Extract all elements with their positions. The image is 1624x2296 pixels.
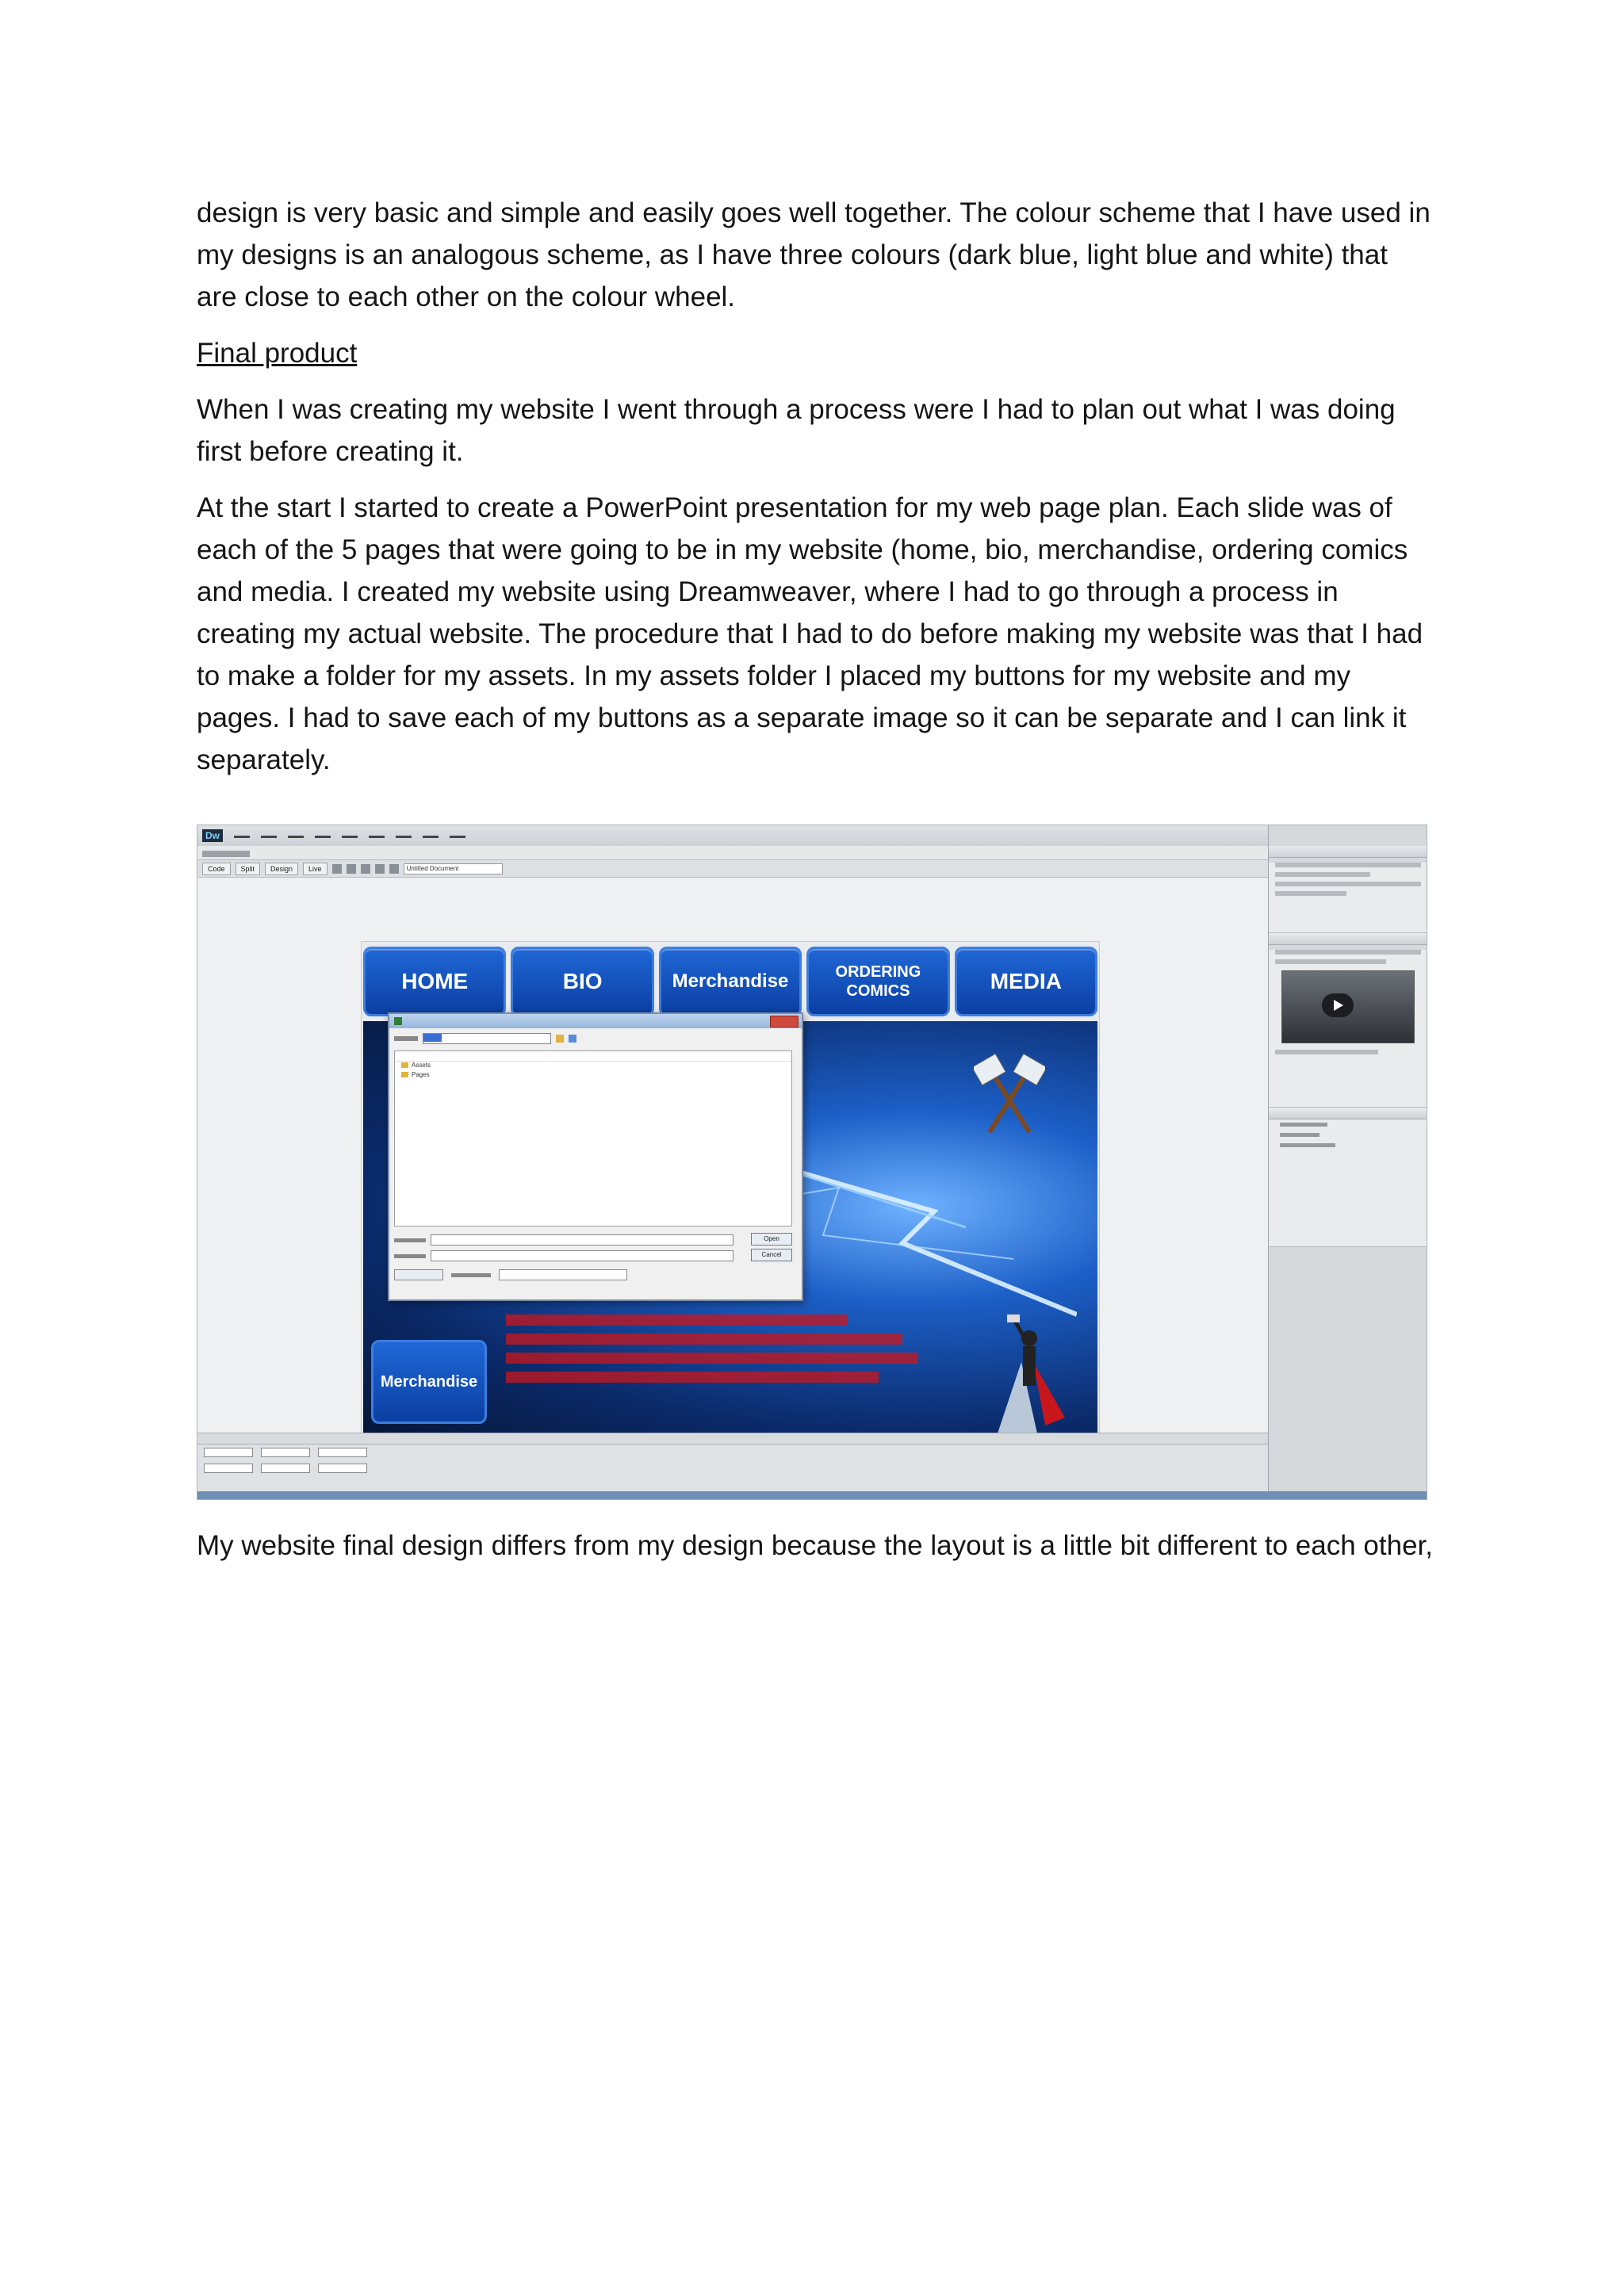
nav-home-button[interactable]: HOME	[363, 947, 506, 1016]
dialog-icon	[394, 1017, 402, 1025]
business-catalyst-panel	[1269, 950, 1427, 1108]
menu-item[interactable]: ▬▬	[315, 831, 331, 840]
nav-ordering-comics-button[interactable]: ORDERING COMICS	[806, 947, 949, 1016]
right-panels	[1268, 825, 1427, 1499]
file-type-label	[394, 1254, 426, 1258]
encoding-label	[451, 1273, 491, 1277]
site-navbar	[363, 947, 1097, 1016]
menu-item[interactable]: ▬▬	[234, 831, 250, 840]
tree-item[interactable]	[1269, 1130, 1427, 1140]
paragraph-process: When I was creating my website I went through a process were I had to plan out what I was doing first before creating it.	[197, 394, 1396, 467]
menu-item[interactable]: ▬▬	[261, 831, 277, 840]
view-menu-icon[interactable]	[569, 1035, 576, 1043]
cancel-button[interactable]: Cancel	[751, 1249, 792, 1261]
file-name-label	[394, 1238, 426, 1242]
close-icon[interactable]	[770, 1016, 799, 1027]
status-bar	[197, 1433, 1268, 1445]
folder-icon	[401, 1062, 408, 1068]
format-select[interactable]	[204, 1448, 253, 1457]
tool-icon[interactable]	[375, 864, 385, 874]
properties-row	[197, 1445, 1268, 1460]
document-title-field[interactable]: Untitled Document	[404, 863, 503, 874]
look-in-label	[394, 1036, 418, 1041]
folder-icon	[401, 1072, 408, 1077]
dreamweaver-logo: Dw	[202, 829, 223, 842]
video-thumbnail[interactable]	[1281, 970, 1415, 1043]
folder-name: Pages	[412, 1071, 430, 1078]
tree-item[interactable]	[1269, 1119, 1427, 1130]
target-select[interactable]	[318, 1464, 367, 1473]
nav-media-button[interactable]: MEDIA	[955, 947, 1097, 1016]
nav-merchandise-button[interactable]: Merchandise	[659, 947, 802, 1016]
class-select[interactable]	[261, 1448, 310, 1457]
look-in-value	[423, 1034, 442, 1042]
menu-item[interactable]: ▬▬	[369, 831, 385, 840]
design-canvas	[197, 878, 1268, 1433]
hammer-icon	[974, 1053, 1045, 1140]
paragraph-colour-scheme: design is very basic and simple and easily goes well together. The colour scheme that I have used in my designs is an analogous scheme, as I have three colours (dark blue, light blue and white) that are close to each other on the colour wheel.	[197, 197, 1431, 312]
menu-item[interactable]: ▬▬	[288, 831, 304, 840]
section-heading: Final product	[197, 338, 358, 369]
open-file-dialog	[388, 1012, 803, 1301]
dialog-options-row	[394, 1269, 627, 1280]
files-panel	[1269, 1119, 1427, 1247]
paragraph-procedure: At the start I started to create a PowerPoint presentation for my web page plan. Each slide was of each of the 5 pages that were going to be in my website (home, bio, merchandise, ordering comics and media. I created my website using Dreamweaver, where I had to go through a process in creating my actual website. The procedure that I had to do before making my website was that I had to make a folder for my assets. In my assets folder I placed my buttons for my website and my pages. I had to save each of my buttons as a separate image so it can be separate and I can link it separately.	[197, 492, 1423, 775]
file-list-header	[395, 1051, 791, 1062]
site-root-button[interactable]	[394, 1269, 443, 1280]
taskbar	[197, 1491, 1427, 1499]
file-type-row	[394, 1250, 733, 1261]
link-field[interactable]	[318, 1448, 367, 1457]
id-select[interactable]	[204, 1464, 253, 1473]
nav-bio-button[interactable]: BIO	[511, 947, 653, 1016]
folder-name: Assets	[412, 1062, 431, 1069]
document-toolbar	[197, 860, 1268, 878]
size-select[interactable]	[261, 1464, 310, 1473]
paragraph-final-design: My website final design differs from my design because the layout is a little bit different to each other,	[197, 1530, 1433, 1561]
list-item[interactable]	[395, 1062, 791, 1071]
tree-item[interactable]	[1269, 1140, 1427, 1150]
menu-item[interactable]: ▬▬	[450, 831, 465, 840]
document-tab[interactable]	[202, 851, 250, 857]
panel-header[interactable]	[1269, 846, 1427, 858]
play-icon[interactable]	[1322, 993, 1354, 1017]
tool-icon[interactable]	[347, 864, 356, 874]
tool-icon[interactable]	[389, 864, 399, 874]
tool-icon[interactable]	[332, 864, 342, 874]
file-name-row	[394, 1234, 733, 1246]
panel-header[interactable]	[1269, 933, 1427, 945]
side-merchandise-button[interactable]: Merchandise	[371, 1340, 487, 1424]
body-text-top	[197, 192, 1434, 781]
live-view-button[interactable]: Live	[303, 863, 327, 875]
menu-item[interactable]: ▬▬	[423, 831, 439, 840]
properties-row	[197, 1460, 1268, 1476]
menu-item[interactable]: ▬▬	[396, 831, 412, 840]
file-name-input[interactable]	[431, 1234, 733, 1246]
split-view-button[interactable]: Split	[236, 863, 261, 875]
body-text-bottom	[197, 1525, 1434, 1567]
tool-icon[interactable]	[361, 864, 370, 874]
file-type-select[interactable]	[431, 1250, 733, 1261]
look-in-select[interactable]	[423, 1033, 551, 1044]
file-list	[394, 1050, 792, 1226]
css-styles-panel	[1269, 863, 1427, 933]
menu-bar	[197, 825, 1427, 846]
superhero-figure-icon	[990, 1314, 1069, 1433]
folder-up-icon[interactable]	[556, 1035, 564, 1043]
design-view-button[interactable]: Design	[265, 863, 298, 875]
panel-header[interactable]	[1269, 1108, 1427, 1119]
dreamweaver-screenshot	[197, 825, 1427, 1500]
list-item[interactable]	[395, 1071, 791, 1081]
dialog-title-bar	[389, 1014, 802, 1028]
document-tab-bar	[197, 846, 1268, 860]
encoding-select[interactable]	[499, 1269, 627, 1280]
open-button[interactable]: Open	[751, 1233, 792, 1246]
hero-red-text-block	[506, 1307, 918, 1391]
code-view-button[interactable]: Code	[202, 863, 231, 875]
menu-item[interactable]: ▬▬	[342, 831, 358, 840]
look-in-row	[394, 1033, 576, 1044]
